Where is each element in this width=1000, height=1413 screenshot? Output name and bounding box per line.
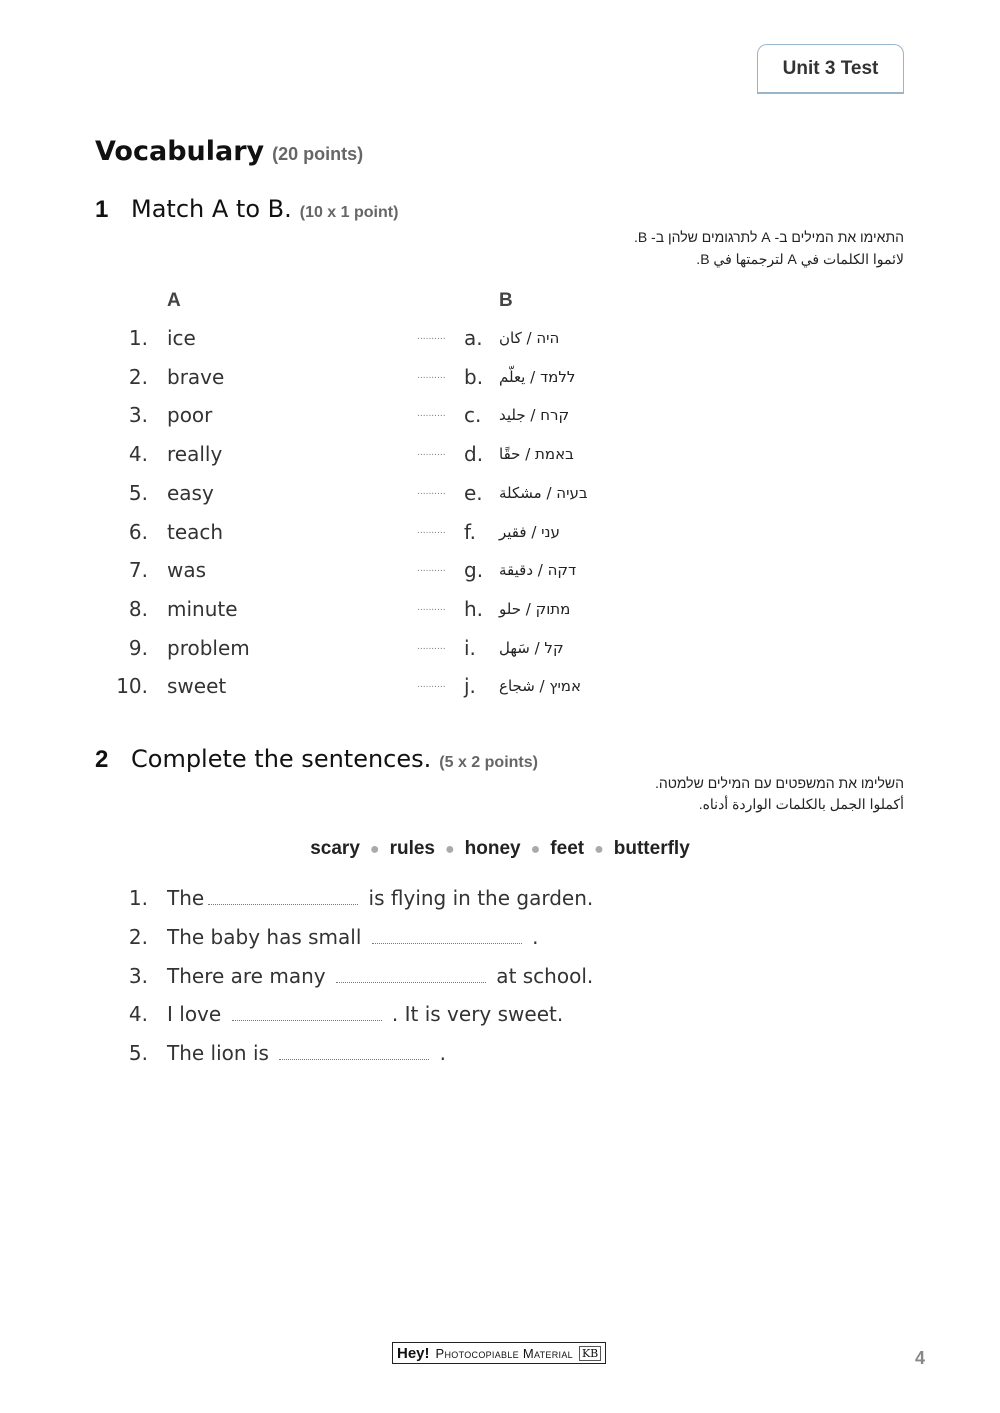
translation: בעיה / مشكلة bbox=[499, 483, 588, 502]
sentence-before: The baby has small bbox=[167, 924, 368, 949]
translation: היה / كان bbox=[499, 329, 560, 347]
sentence-before: The lion is bbox=[167, 1041, 276, 1066]
bullet-icon: ● bbox=[369, 841, 380, 858]
item-number: 3. bbox=[128, 403, 148, 428]
answer-blank[interactable]: .......... bbox=[417, 486, 446, 497]
option-letter: d. bbox=[464, 442, 484, 467]
exercise-1-heading bbox=[95, 195, 398, 224]
english-word: minute bbox=[167, 596, 238, 621]
exercise-title: Match A to B. bbox=[131, 195, 292, 223]
sentence-text bbox=[167, 886, 593, 910]
translation: אמיץ / شجاع bbox=[499, 677, 582, 696]
answer-blank[interactable]: .......... bbox=[417, 525, 446, 536]
english-word: problem bbox=[167, 635, 250, 660]
answer-blank[interactable] bbox=[372, 929, 522, 944]
answer-blank[interactable]: .......... bbox=[417, 602, 446, 613]
match-row bbox=[0, 597, 1000, 627]
match-row bbox=[0, 442, 1000, 472]
bullet-icon: ● bbox=[594, 841, 604, 858]
answer-blank[interactable]: .......... bbox=[417, 641, 446, 652]
answer-blank[interactable] bbox=[336, 968, 486, 983]
answer-blank[interactable] bbox=[279, 1045, 429, 1060]
option-letter: g. bbox=[464, 558, 484, 583]
match-row bbox=[0, 636, 1000, 666]
exercise-title: Complete the sentences. bbox=[131, 745, 432, 773]
instruction-hebrew: התאימו את המילים ב- A לתרגומים שלהן ב- B. bbox=[633, 229, 904, 245]
sentence-row bbox=[0, 886, 1000, 916]
answer-blank[interactable]: .......... bbox=[417, 409, 446, 420]
sentence-before: The bbox=[167, 886, 205, 910]
sentence-after: is flying in the garden. bbox=[362, 886, 594, 910]
match-row bbox=[0, 558, 1000, 588]
option-letter: e. bbox=[464, 480, 483, 505]
option-letter: c. bbox=[464, 403, 482, 428]
instruction-arabic: لائموا الكلمات في A لترجمتها في B. bbox=[696, 251, 904, 267]
sentence-before: There are many bbox=[167, 963, 332, 988]
footer-badge bbox=[392, 1342, 606, 1364]
item-number: 5. bbox=[128, 480, 148, 505]
word-bank-item: honey bbox=[464, 838, 521, 859]
translation: קל / سَهل bbox=[499, 638, 564, 657]
english-word: sweet bbox=[167, 674, 227, 699]
english-word: ice bbox=[167, 326, 196, 350]
translation: באמת / حقًا bbox=[499, 445, 574, 464]
sentence-after: . It is very sweet. bbox=[385, 1002, 564, 1027]
item-number: 10. bbox=[116, 674, 148, 699]
publisher-logo: KB bbox=[579, 1346, 601, 1361]
translation: ללמד / يعلّم bbox=[499, 367, 576, 386]
match-row bbox=[0, 365, 1000, 395]
match-row bbox=[0, 520, 1000, 550]
option-letter: f. bbox=[464, 519, 476, 544]
answer-blank[interactable]: .......... bbox=[417, 448, 446, 459]
sentence-row bbox=[0, 1041, 1000, 1071]
translation: קרח / جليد bbox=[499, 406, 570, 425]
sentence-after: . bbox=[525, 924, 539, 949]
option-letter: h. bbox=[464, 596, 484, 621]
exercise-number: 2 bbox=[95, 746, 109, 773]
exercise-number: 1 bbox=[95, 196, 109, 223]
translation: עני / فقير bbox=[499, 522, 560, 541]
english-word: poor bbox=[167, 403, 213, 428]
sentence-text bbox=[167, 925, 538, 949]
english-word: was bbox=[167, 558, 207, 583]
answer-blank[interactable]: .......... bbox=[417, 680, 446, 691]
answer-blank[interactable]: .......... bbox=[417, 332, 446, 342]
match-row bbox=[0, 326, 1000, 356]
match-row bbox=[0, 481, 1000, 511]
unit-tab: Unit 3 Test bbox=[757, 44, 904, 94]
sentence-after: at school. bbox=[489, 963, 594, 988]
option-letter: i. bbox=[464, 635, 476, 660]
bullet-icon: ● bbox=[445, 841, 455, 858]
option-letter: b. bbox=[464, 364, 484, 389]
word-bank bbox=[0, 838, 1000, 860]
sentence-row bbox=[0, 925, 1000, 955]
english-word: easy bbox=[167, 480, 214, 505]
exercise-2-heading bbox=[95, 745, 538, 774]
word-bank-item: rules bbox=[389, 838, 435, 859]
word-bank-item: scary bbox=[310, 838, 360, 859]
option-letter: a. bbox=[464, 326, 483, 350]
sentence-text bbox=[167, 964, 593, 988]
sentence-text bbox=[167, 1041, 446, 1065]
word-bank-item: feet bbox=[550, 838, 585, 859]
footer-material: Photocopiable Material bbox=[435, 1345, 573, 1361]
english-word: brave bbox=[167, 364, 225, 389]
word-bank-item: butterfly bbox=[613, 838, 690, 859]
item-number: 2. bbox=[128, 924, 148, 949]
answer-blank[interactable] bbox=[232, 1006, 382, 1021]
match-row bbox=[0, 403, 1000, 433]
item-number: 4. bbox=[128, 442, 148, 467]
item-number: 3. bbox=[128, 963, 148, 988]
english-word: teach bbox=[167, 519, 224, 544]
sentence-after: . bbox=[433, 1041, 446, 1066]
item-number: 6. bbox=[128, 519, 148, 544]
sentence-row bbox=[0, 1002, 1000, 1032]
bullet-icon: ● bbox=[530, 841, 541, 858]
page-number: 4 bbox=[915, 1348, 926, 1368]
item-number: 7. bbox=[128, 558, 148, 583]
instruction-arabic: أكملوا الجمل بالكلمات الواردة أدناه. bbox=[698, 796, 904, 812]
item-number: 8. bbox=[128, 596, 148, 621]
translation: דקה / دقيقة bbox=[499, 561, 577, 580]
item-number: 1. bbox=[128, 886, 148, 910]
item-number: 2. bbox=[128, 364, 148, 389]
sentence-text bbox=[167, 1002, 563, 1026]
answer-blank[interactable]: .......... bbox=[417, 370, 446, 381]
english-word: really bbox=[167, 442, 223, 467]
answer-blank[interactable] bbox=[208, 890, 358, 905]
item-number: 1. bbox=[128, 326, 148, 350]
column-b-header: B bbox=[499, 290, 513, 311]
sentence-row bbox=[0, 964, 1000, 994]
option-letter: j. bbox=[464, 674, 476, 699]
section-title-text: Vocabulary bbox=[95, 136, 265, 167]
translation: מתוק / حلو bbox=[499, 599, 571, 618]
item-number: 5. bbox=[128, 1041, 148, 1066]
section-points: (20 points) bbox=[272, 144, 364, 164]
section-title bbox=[95, 136, 363, 167]
column-a-header: A bbox=[167, 290, 181, 311]
item-number: 9. bbox=[128, 635, 148, 660]
footer-brand: Hey! bbox=[397, 1344, 430, 1362]
match-row bbox=[0, 674, 1000, 704]
answer-blank[interactable]: .......... bbox=[417, 564, 446, 575]
exercise-points: (5 x 2 points) bbox=[439, 754, 538, 771]
item-number: 4. bbox=[128, 1002, 148, 1027]
exercise-points: (10 x 1 point) bbox=[299, 204, 399, 221]
sentence-before: I love bbox=[167, 1002, 228, 1027]
instruction-hebrew: השלימו את המשפטים עם המילים שלמטה. bbox=[654, 775, 904, 791]
